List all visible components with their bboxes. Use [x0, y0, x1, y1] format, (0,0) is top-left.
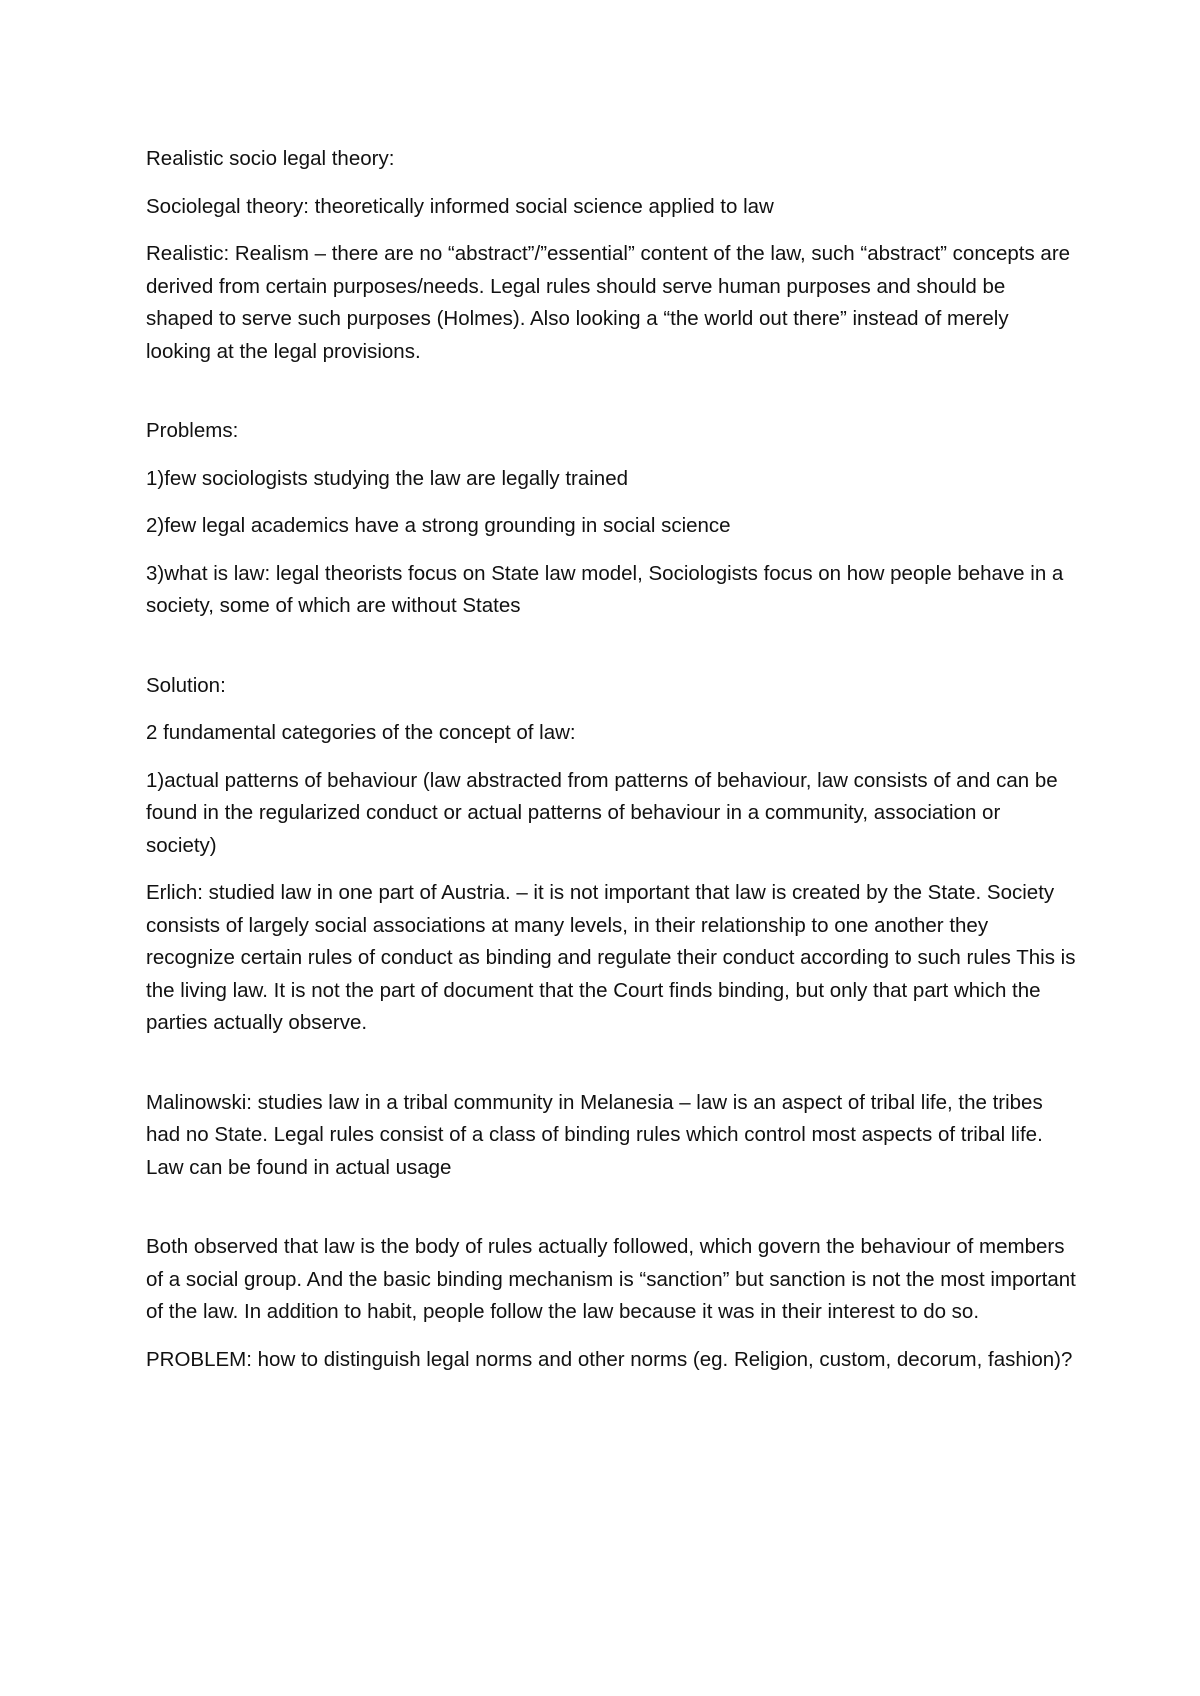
document-body: [146, 143, 1076, 1391]
paragraph-malinowski: Malinowski: studies law in a tribal community in Melanesia – law is an aspect of tribal life, the tribes had no State. Legal rules consist of a class of binding rules which control most aspects of tribal life. Law can be found in actual usage: [146, 1090, 1043, 1179]
heading-problems: Problems:: [146, 419, 239, 442]
paragraph-erlich: Erlich: studied law in one part of Austria. – it is not important that law is created by the State. Society consists of largely social associations at many levels, in their relationship to one another they recognize certain rules of conduct as binding and regulate their conduct according to such rules This is the living law. It is not the part of document that the Court finds binding, but only that part which the parties actually observe.: [146, 881, 1076, 1034]
list-item-problem-3: 3)what is law: legal theorists focus on State law model, Sociologists focus on how people behave in a society, some of which are without States: [146, 561, 1064, 617]
paragraph-problem-norms: PROBLEM: how to distinguish legal norms and other norms (eg. Religion, custom, decorum, fashion)?: [146, 1347, 1073, 1371]
list-item-problem-2: 2)few legal academics have a strong grounding in social science: [146, 514, 731, 537]
paragraph-fundamental-categories: 2 fundamental categories of the concept of law:: [146, 721, 576, 744]
paragraph-sociolegal-theory: Sociolegal theory: theoretically informed social science applied to law: [146, 194, 774, 218]
list-item-actual-patterns: 1)actual patterns of behaviour (law abstracted from patterns of behaviour, law consists of and can be found in the regularized conduct or actual patterns of behaviour in a community, association or society): [146, 768, 1058, 857]
paragraph-both-observed: Both observed that law is the body of rules actually followed, which govern the behaviour of members of a social group. And the basic binding mechanism is “sanction” but sanction is not the most important of the law. In addition to habit, people follow the law because it was in their interest to do so.: [146, 1235, 1076, 1323]
heading-solution: Solution:: [146, 673, 226, 697]
paragraph-realistic-realism: Realistic: Realism – there are no “abstract”/”essential” content of the law, such “abstract” concepts are derived from certain purposes/needs. Legal rules should serve human purposes and should be shaped to serve such purposes (Holmes). Also looking a “the world out there” instead of merely looking at the legal provisions.: [146, 242, 1071, 363]
heading-realistic-socio-legal-theory: Realistic socio legal theory:: [146, 147, 395, 170]
list-item-problem-1: 1)few sociologists studying the law are legally trained: [146, 466, 629, 490]
